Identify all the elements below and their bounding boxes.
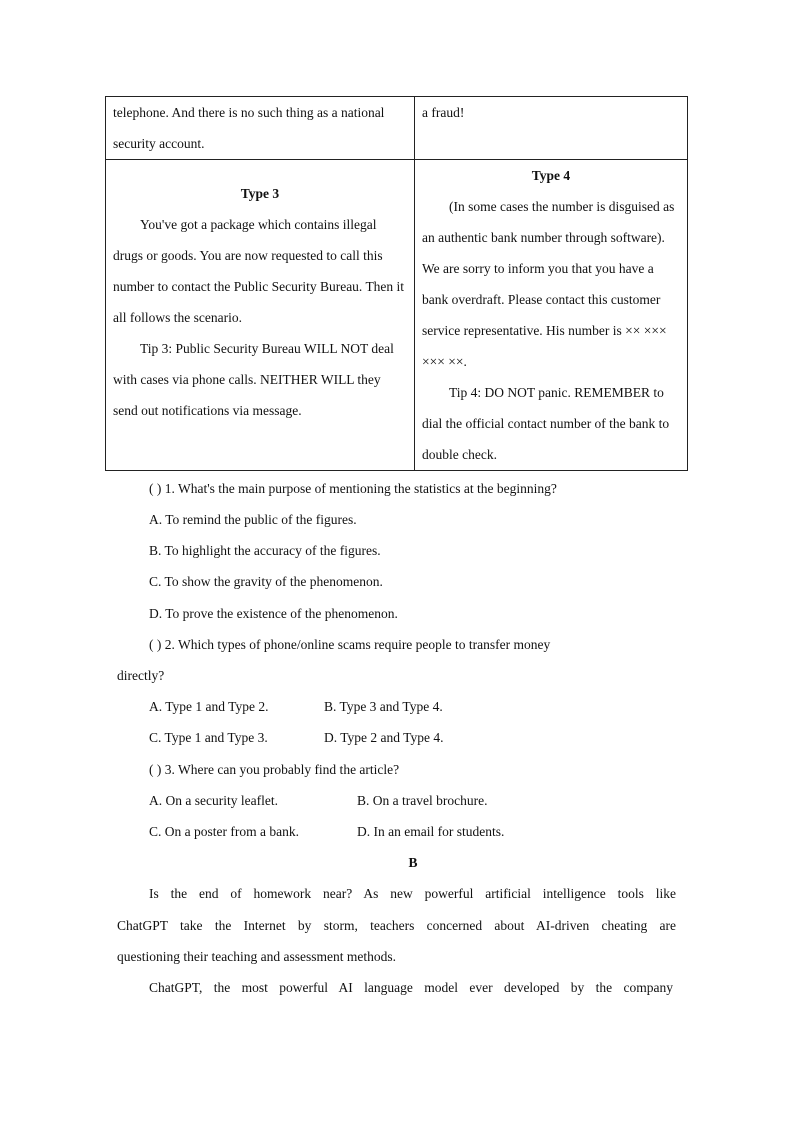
question-1-option-a: A. To remind the public of the figures.	[149, 512, 357, 527]
passage-b-line: questioning their teaching and assessment methods.	[117, 949, 396, 964]
question-1-option-b: B. To highlight the accuracy of the figures.	[149, 543, 381, 558]
table-row	[106, 160, 688, 471]
section-b-heading: B	[408, 855, 418, 870]
question-1-option-d: D. To prove the existence of the phenomenon.	[149, 606, 398, 621]
type4-tip: Tip 4: DO NOT panic. REMEMBER to dial the official contact number of the bank to double check.	[422, 385, 670, 462]
question-3-option-b: B. On a travel brochure.	[357, 793, 488, 808]
passage-b-line: ChatGPT take the Internet by storm, teachers concerned about AI-driven cheating are	[117, 918, 676, 933]
type3-tip: Tip 3: Public Security Bureau WILL NOT deal with cases via phone calls. NEITHER WILL they send out notifications via message.	[113, 340, 394, 418]
question-2-option-d: D. Type 2 and Type 4.	[324, 730, 444, 745]
question-1-option-c: C. To show the gravity of the phenomenon.	[149, 574, 383, 589]
scam-types-table	[105, 96, 688, 471]
question-3-option-a: A. On a security leaflet.	[149, 793, 278, 808]
type4-title: Type 4	[531, 168, 571, 183]
question-2-stem: ( ) 2. Which types of phone/online scams require people to transfer money	[149, 637, 551, 652]
type3-cell	[106, 160, 415, 471]
type2-continued-line: security account.	[113, 136, 205, 151]
question-3-option-d: D. In an email for students.	[357, 824, 505, 839]
type4-cell	[415, 160, 688, 471]
question-1-stem: ( ) 1. What's the main purpose of mentioning the statistics at the beginning?	[149, 481, 557, 496]
type2-cell-end	[106, 97, 415, 160]
type3-body: You've got a package which contains illegal drugs or goods. You are now requested to call this number to contact the Public Security Bureau. Then it all follows the scenario.	[113, 216, 405, 325]
question-3-option-c: C. On a poster from a bank.	[149, 824, 299, 839]
question-2-option-b: B. Type 3 and Type 4.	[324, 699, 443, 714]
question-2-option-c: C. Type 1 and Type 3.	[149, 730, 268, 745]
type4-body: (In some cases the number is disguised as an authentic bank number through software). We are sorry to inform you that you have a bank overdraft. Please contact this customer service representative. His number is ×× ××× ××× ××.	[422, 199, 675, 369]
passage-b-line: ChatGPT, the most powerful AI language model ever developed by the company	[149, 980, 673, 995]
table-row	[106, 97, 688, 160]
question-2-stem-cont: directly?	[117, 668, 165, 683]
type2-continued-line: telephone. And there is no such thing as a national	[113, 105, 385, 120]
passage-b-line: Is the end of homework near? As new powerful artificial intelligence tools like	[149, 886, 676, 901]
type1-continued-text: a fraud!	[422, 105, 465, 120]
question-2-option-a: A. Type 1 and Type 2.	[149, 699, 269, 714]
question-3-stem: ( ) 3. Where can you probably find the article?	[149, 762, 400, 777]
type3-title: Type 3	[240, 185, 280, 201]
type1-cell-end	[415, 97, 688, 160]
